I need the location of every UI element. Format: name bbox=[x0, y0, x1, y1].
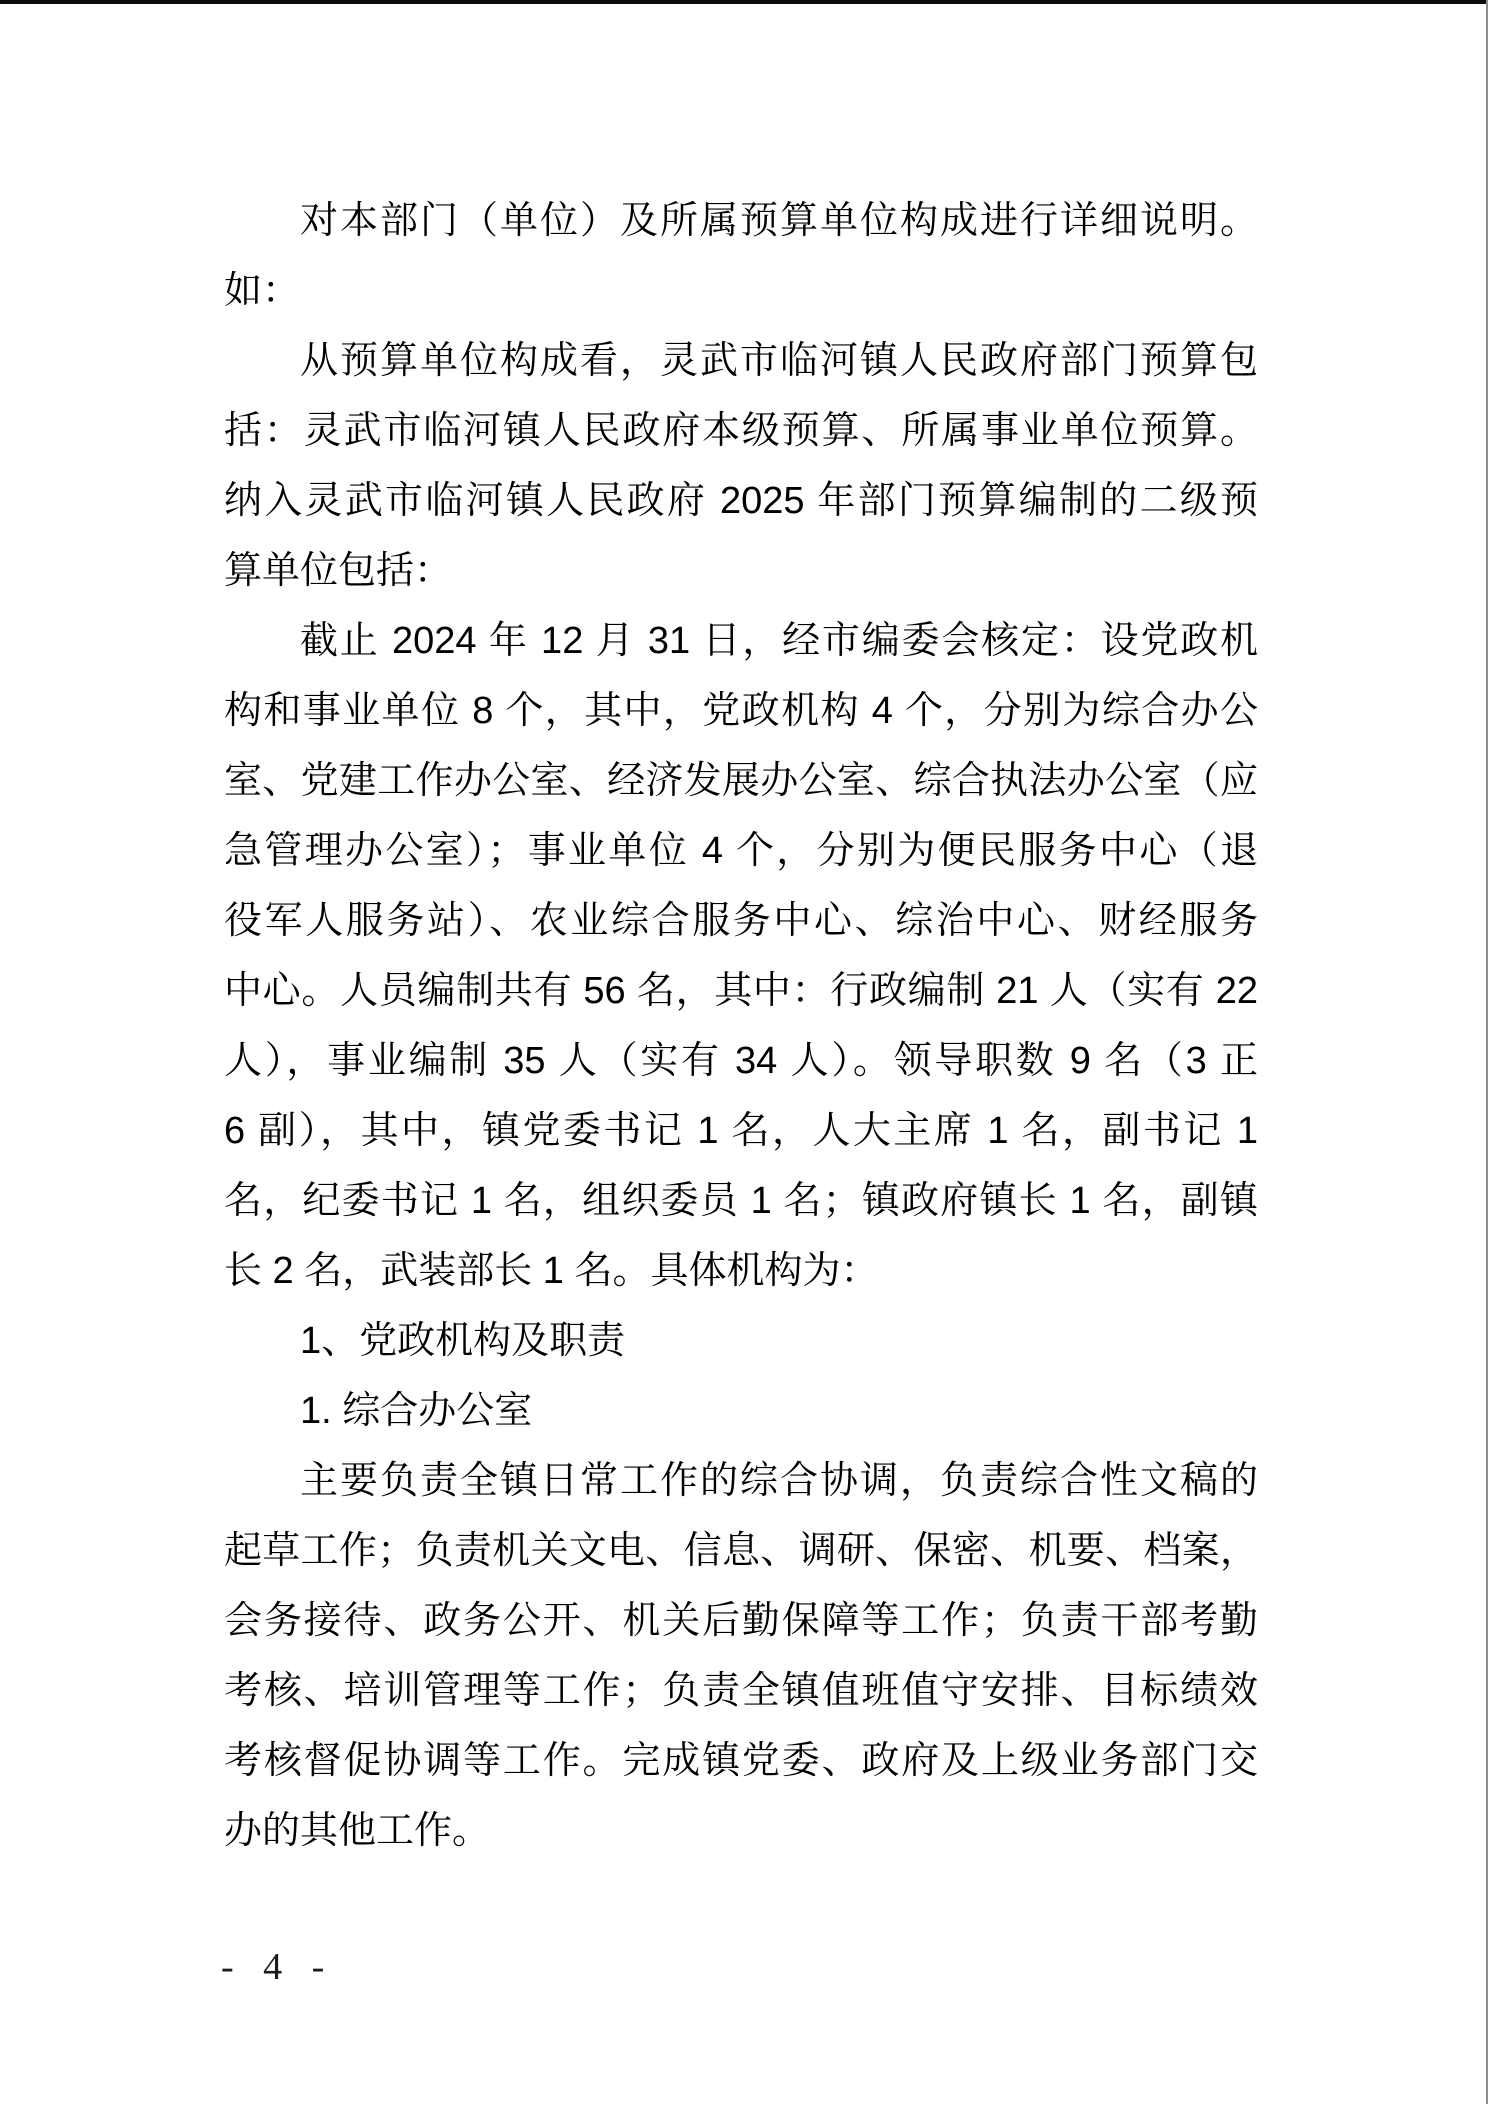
window-top-edge bbox=[0, 0, 1488, 4]
text-line-6: 算单位包括： bbox=[224, 550, 453, 592]
text-line-24: 办的其他工作。 bbox=[224, 1810, 491, 1852]
text-line-18: 1. 综合办公室 bbox=[300, 1390, 533, 1432]
text-line-23: 考核督促协调等工作。完成镇党委、政府及上级业务部门交 bbox=[224, 1740, 1258, 1782]
text-line-7: 截止 2024 年 12 月 31 日，经市编委会核定：设党政机 bbox=[300, 620, 1258, 662]
text-line-21: 会务接待、政务公开、机关后勤保障等工作；负责干部考勤 bbox=[224, 1600, 1258, 1642]
text-line-9: 室、党建工作办公室、经济发展办公室、综合执法办公室（应 bbox=[224, 760, 1258, 802]
text-line-8: 构和事业单位 8 个，其中，党政机构 4 个，分别为综合办公 bbox=[224, 690, 1258, 732]
text-line-13: 人），事业编制 35 人（实有 34 人）。领导职数 9 名（3 正 bbox=[224, 1040, 1258, 1082]
text-line-12: 中心。人员编制共有 56 名，其中：行政编制 21 人（实有 22 bbox=[224, 970, 1258, 1012]
text-line-1: 对本部门（单位）及所属预算单位构成进行详细说明。 bbox=[300, 200, 1258, 242]
text-line-3: 从预算单位构成看，灵武市临河镇人民政府部门预算包 bbox=[300, 340, 1258, 382]
text-line-17: 1、党政机构及职责 bbox=[300, 1320, 626, 1362]
text-line-14: 6 副），其中，镇党委书记 1 名，人大主席 1 名，副书记 1 bbox=[224, 1110, 1258, 1152]
text-line-16: 长 2 名，武装部长 1 名。具体机构为： bbox=[224, 1250, 879, 1292]
text-line-22: 考核、培训管理等工作；负责全镇值班值守安排、目标绩效 bbox=[224, 1670, 1258, 1712]
document-text-body bbox=[224, 186, 1258, 1866]
page-number: - 4 - bbox=[221, 1946, 335, 1988]
text-line-15: 名，纪委书记 1 名，组织委员 1 名；镇政府镇长 1 名，副镇 bbox=[224, 1180, 1258, 1222]
text-line-4: 括：灵武市临河镇人民政府本级预算、所属事业单位预算。 bbox=[224, 410, 1258, 452]
text-line-19: 主要负责全镇日常工作的综合协调，负责综合性文稿的 bbox=[300, 1460, 1258, 1502]
text-line-5: 纳入灵武市临河镇人民政府 2025 年部门预算编制的二级预 bbox=[224, 480, 1258, 522]
text-line-2: 如： bbox=[224, 270, 301, 312]
text-line-20: 起草工作；负责机关文电、信息、调研、保密、机要、档案， bbox=[224, 1530, 1258, 1572]
text-line-11: 役军人服务站）、农业综合服务中心、综治中心、财经服务 bbox=[224, 900, 1258, 942]
text-line-10: 急管理办公室）；事业单位 4 个，分别为便民服务中心（退 bbox=[224, 830, 1258, 872]
